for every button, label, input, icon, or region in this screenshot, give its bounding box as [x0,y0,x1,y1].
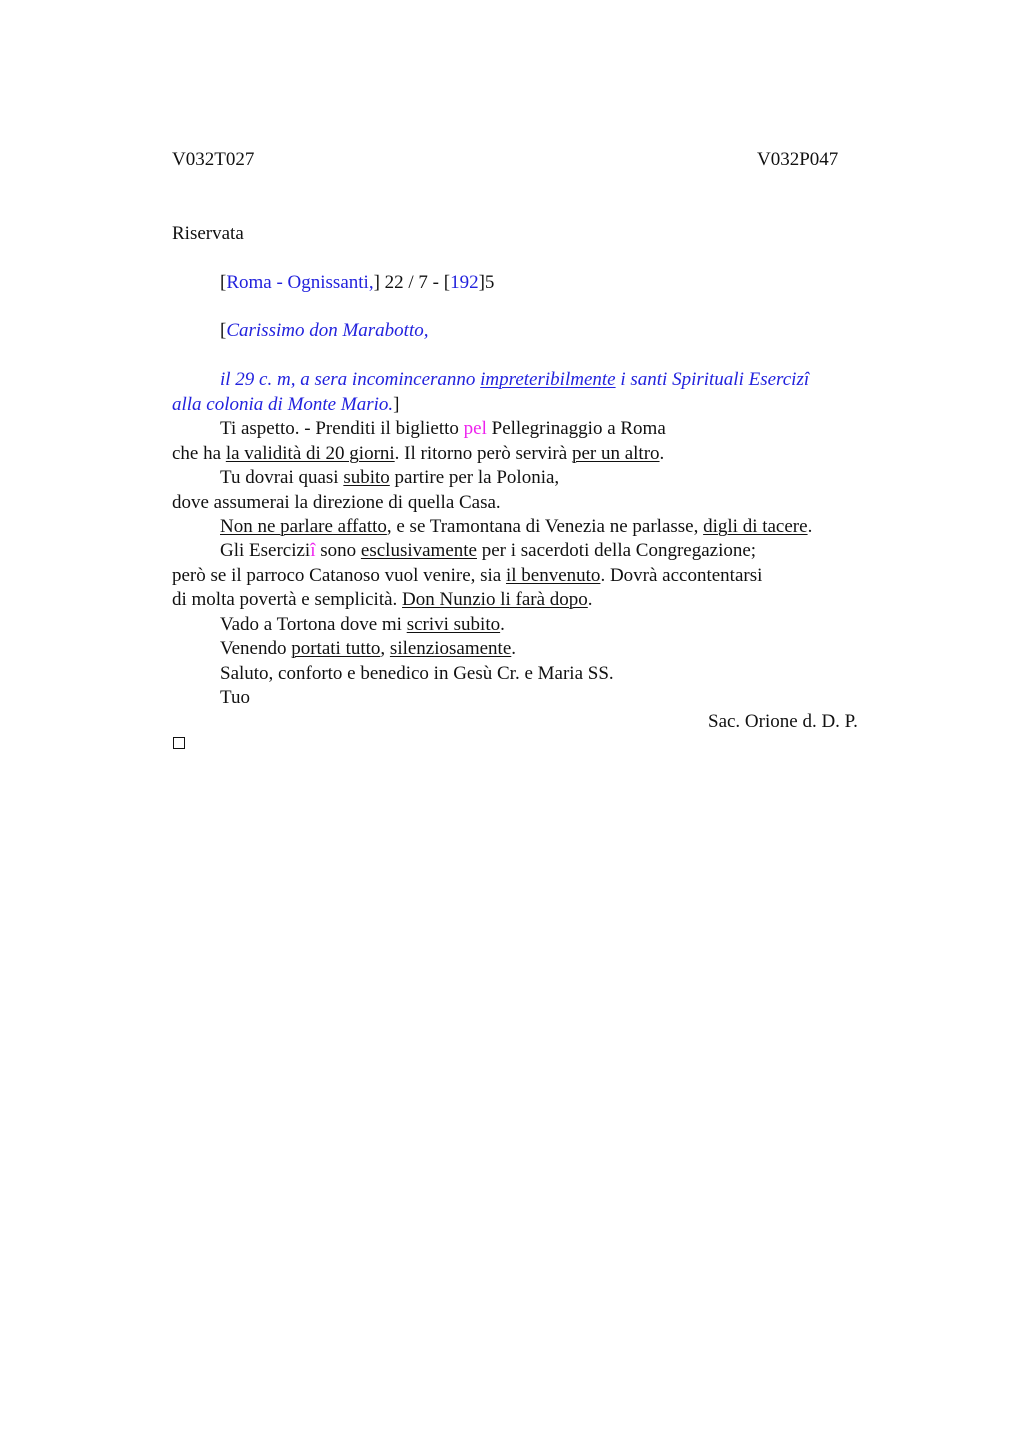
underlined-text: digli di tacere [703,516,808,537]
underlined-text: subito [343,467,390,488]
underlined-text: Don Nunzio li farà dopo [402,589,588,610]
underlined-text: la validità di 20 giorni [225,443,395,464]
label-riservata: Riservata [172,223,244,244]
text-run: . [587,589,593,610]
editorial-mark: î [310,540,316,561]
text-run: però se il parroco Catanoso vuol venire, sia [172,565,506,586]
text-run: di molta povertà e semplicità. [172,589,403,610]
underlined-text: il benvenuto [505,565,601,586]
body-line-2 [172,444,664,463]
reference-right: V032P047 [757,149,839,170]
text-run: , [380,638,390,659]
dateline-year-part: 192 [450,272,479,293]
body-line-4: dove assumerai la direzione di quella Casa. [172,492,501,513]
intro-line-2 [172,395,399,414]
intro-line-1 [220,370,809,389]
salutation-text: Carissimo don Marabotto, [226,320,429,341]
dateline-date: 22 / 7 - [ [379,272,451,293]
text-run: Venendo [220,638,292,659]
intro-bracket-close: ] [393,394,400,415]
editorial-mark: pel [463,418,487,439]
intro-text-2: alla colonia di Monte Mario. [172,394,394,415]
text-run: Tu dovrai quasi [220,467,344,488]
text-run: Vado a Tortona dove mi [220,614,407,635]
reference-left: V032T027 [172,149,255,170]
body-line-5 [220,517,812,536]
underlined-text: esclusivamente [360,540,477,561]
body-line-9 [220,615,505,634]
dateline-place: Roma - Ognissanti, [226,272,374,293]
dateline-year-end: ]5 [478,272,495,293]
underlined-text: portati tutto [291,638,381,659]
dateline-bracket-close: ] [373,272,380,293]
body-line-6 [220,541,756,560]
empty-square-icon [173,737,185,749]
body-line-12: Tuo [220,687,250,708]
salutation-bracket: [ [220,320,227,341]
text-run: Gli Esercizi [220,540,311,561]
salutation [220,321,429,340]
body-line-1 [220,419,666,438]
text-run: . Dovrà accontentarsi [600,565,763,586]
text-run: . [500,614,505,635]
dateline [220,273,494,292]
text-run: partire per la Polonia, [389,467,560,488]
text-run: . [659,443,665,464]
underlined-text: Non ne parlare affatto [220,516,387,537]
text-run: Ti aspetto. - Prenditi il biglietto [220,418,464,439]
text-run: Pellegrinaggio a Roma [486,418,666,439]
text-run: sono [315,540,361,561]
body-line-10 [220,639,516,658]
text-run: . [807,516,813,537]
underlined-text: per un altro [571,443,660,464]
intro-underlined: impreteribilmente [480,369,616,390]
text-run: che ha [172,443,226,464]
text-run: , e se Tramontana di Venezia ne parlasse, [386,516,704,537]
text-run: per i sacerdoti della Congregazione; [476,540,757,561]
body-line-8 [172,590,593,609]
body-line-3 [220,468,559,487]
intro-text: il 29 c. m, a sera incominceranno [220,369,481,390]
underlined-text: scrivi subito [406,614,501,635]
text-run: . [511,638,517,659]
text-run: . Il ritorno però servirà [394,443,572,464]
intro-text-end: i santi Spirituali Esercizî [615,369,810,390]
dateline-bracket-open: [ [220,272,227,293]
signature: Sac. Orione d. D. P. [708,711,858,732]
body-line-11: Saluto, conforto e benedico in Gesù Cr. e Maria SS. [220,663,614,684]
underlined-text: silenziosamente [389,638,512,659]
body-line-7 [172,566,762,585]
